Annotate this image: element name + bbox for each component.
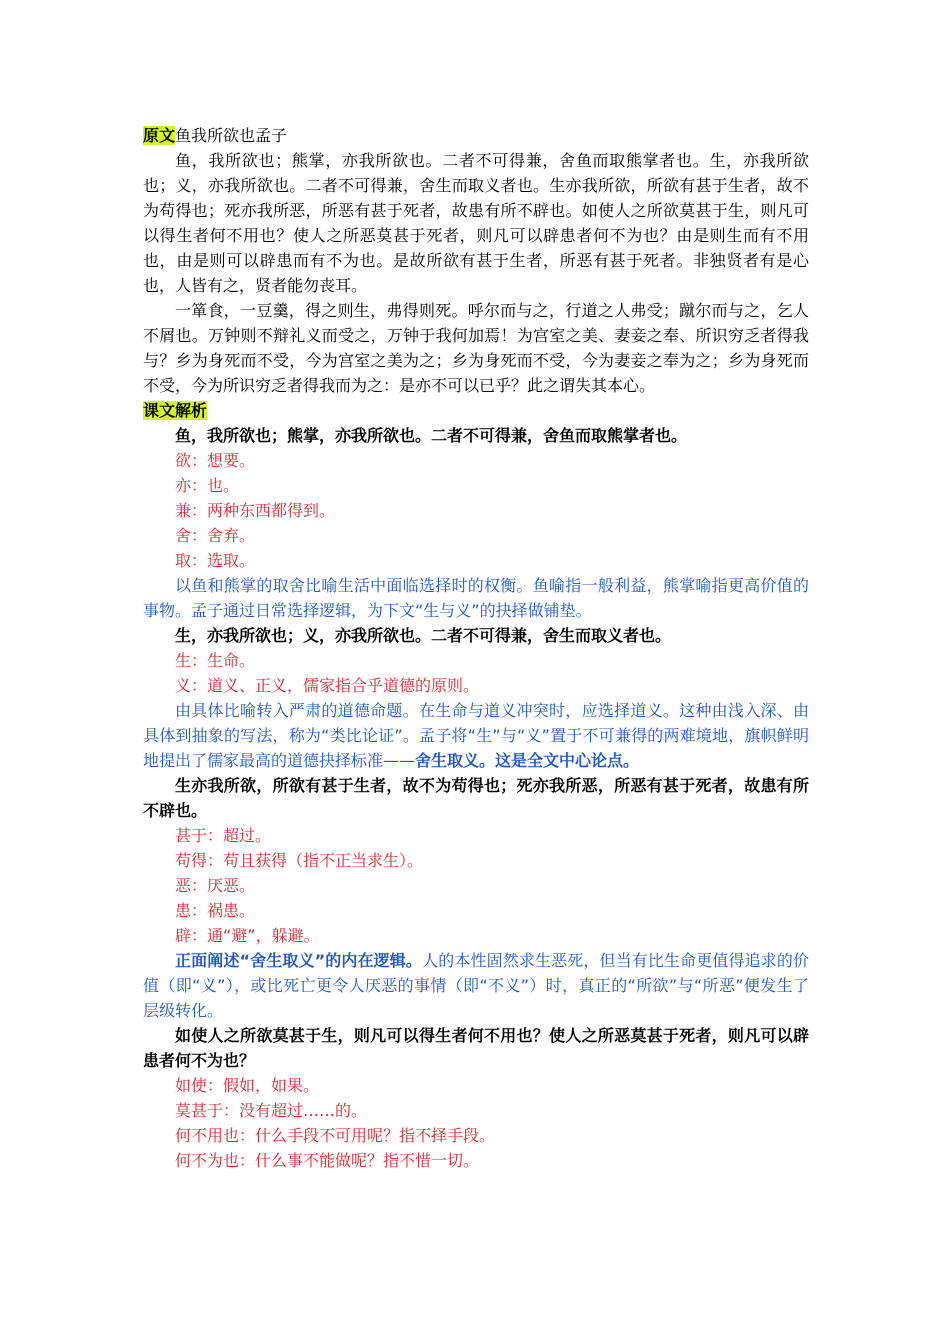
note: 亦：也。 — [175, 476, 240, 495]
note: 辟：通“避”，躲避。 — [175, 926, 320, 945]
analysis-sentence-1: 鱼，我所欲也；熊掌，亦我所欲也。二者不可得兼，舍鱼而取熊掌者也。 — [175, 426, 688, 445]
note: 莫甚于：没有超过……的。 — [175, 1101, 368, 1120]
analysis-sentence-4: 如使人之所欲莫甚于生，则凡可以得生者何不用也？使人之所恶莫甚于死者，则凡可以辟患者何不为也？ — [143, 1026, 809, 1070]
original-label: 原文 — [143, 126, 176, 145]
note: 何不用也：什么手段不可用呢？指不择手段。 — [175, 1126, 496, 1145]
original-heading — [143, 123, 809, 148]
analysis-sentence-2: 生，亦我所欲也；义，亦我所欲也。二者不可得兼，舍生而取义者也。 — [175, 626, 672, 645]
analysis-comment-1: 以鱼和熊掌的取舍比喻生活中面临选择时的权衡。鱼喻指一般利益，熊掌喻指更高价值的事物。孟子通过日常选择逻辑，为下文“生与义”的抉择做铺垫。 — [143, 576, 809, 620]
central-argument: 舍生取义。这是全文中心论点。 — [415, 751, 640, 770]
note: 欲：想要。 — [175, 451, 256, 470]
note: 苟得：苟且获得（指不正当求生）。 — [175, 851, 424, 870]
original-paragraph-2: 一箪食，一豆羹，得之则生，弗得则死。呼尔而与之，行道之人弗受；蹴尔而与之，乞人不屑也。万钟则不辩礼义而受之，万钟于我何加焉！为宫室之美、妻妾之奉、所识穷乏者得我与？乡为身死而不受，今为宫室之美为之；乡为身死而不受，今为妻妾之奉为之；乡为身死而不受，今为所识穷乏者得我而为之：是亦不可以已乎？此之谓失其本心。 — [143, 301, 809, 395]
original-title: 鱼我所欲也孟子 — [175, 126, 288, 145]
note: 舍：舍弃。 — [175, 526, 256, 545]
note: 恶：厌恶。 — [175, 876, 256, 895]
note: 兼：两种东西都得到。 — [175, 501, 336, 520]
note: 生：生命。 — [175, 651, 256, 670]
comment-text: 由具体比喻转入严肃的道德命题。在生命与道义冲突时，应选择道义。这种由浅入深、由具体到抽象的写法，称为“类比论证”。孟子将“生”与“义”置于不可兼得的两难境地，旗帜鲜明地提出了儒家最高的道德抉择标准—— — [143, 701, 809, 770]
note: 何不为也：什么事不能做呢？指不惜一切。 — [175, 1151, 480, 1170]
original-paragraph-1: 鱼，我所欲也；熊掌，亦我所欲也。二者不可得兼，舍鱼而取熊掌者也。生，亦我所欲也；义，亦我所欲也。二者不可得兼，舍生而取义者也。生亦我所欲，所欲有甚于生者，故不为苟得也；死亦我所恶，所恶有甚于死者，故患有所不辟也。如使人之所欲莫甚于生，则凡可以得生者何不用也？使人之所恶莫甚于死者，则凡可以辟患者何不为也？由是则生而有不用也，由是则可以辟患而有不为也。是故所欲有甚于生者，所恶有甚于死者。非独贤者有是心也，人皆有之，贤者能勿丧耳。 — [143, 151, 809, 295]
analysis-comment-3 — [143, 948, 809, 1023]
note: 患：祸患。 — [175, 901, 256, 920]
analysis-label: 课文解析 — [143, 401, 208, 420]
comment-strong: 正面阐述“舍生取义”的内在逻辑。 — [175, 951, 423, 970]
document-page — [143, 123, 809, 1173]
analysis-sentence-3: 生亦我所欲，所欲有甚于生者，故不为苟得也；死亦我所恶，所恶有甚于死者，故患有所不辟也。 — [143, 776, 809, 820]
comment-text: 人的本性固然求生恶死，但当有比生命更值得追求的价值（即“义”），或比死亡更令人厌恶的事情（即“不义”）时，真正的“所欲”与“所恶”便发生了层级转化。 — [143, 951, 809, 1020]
analysis-comment-2 — [143, 698, 809, 773]
note: 甚于：超过。 — [175, 826, 272, 845]
note: 取：选取。 — [175, 551, 256, 570]
analysis-heading — [143, 398, 809, 423]
note: 如使：假如，如果。 — [175, 1076, 320, 1095]
note: 义：道义、正义，儒家指合乎道德的原则。 — [175, 676, 480, 695]
